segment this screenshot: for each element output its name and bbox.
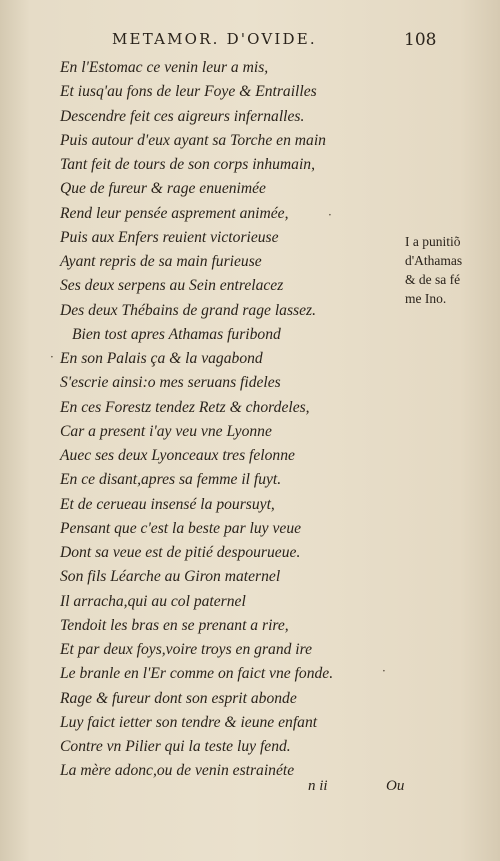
verse-line: Des deux Thébains de grand rage lassez. bbox=[60, 301, 316, 319]
verse-line: Contre vn Pilier qui la teste luy fend. bbox=[60, 738, 291, 755]
verse-line: Puis aux Enfers reuient victorieuse bbox=[60, 228, 279, 246]
verse-line: En son Palais ça & la vagabond bbox=[60, 350, 263, 367]
verse-line: En ces Forestz tendez Retz & chordeles, bbox=[60, 398, 310, 416]
verse-line: Luy faict ietter son tendre & ieune enfant bbox=[60, 713, 318, 731]
verse-line: En l'Estomac ce venin leur a mis, bbox=[60, 59, 269, 76]
verse-line: Que de fureur & rage enuenimée bbox=[60, 180, 266, 198]
verse-line: Ses deux serpens au Sein entrelacez bbox=[60, 277, 284, 295]
margin-note-line: d'Athamas bbox=[405, 253, 463, 268]
verse-line: Son fils Léarche au Giron maternel bbox=[60, 568, 281, 586]
verse-line: Ayant repris de sa main furieuse bbox=[60, 253, 262, 270]
verse-line: Rend leur pensée asprement animée, bbox=[60, 204, 289, 222]
verse-line: Auec ses deux Lyonceaux tres felonne bbox=[60, 447, 295, 464]
margin-dot: · bbox=[328, 208, 332, 222]
margin-note-line: & de sa fé bbox=[405, 272, 461, 287]
verse-line: Descendre feit ces aigreurs infernalles. bbox=[60, 107, 305, 125]
verse-line: Et iusq'au fons de leur Foye & Entrailles bbox=[60, 83, 317, 101]
verse-line: Tant feit de tours de son corps inhumain, bbox=[60, 156, 315, 173]
margin-note bbox=[405, 232, 485, 308]
verse-line: Puis autour d'eux ayant sa Torche en main bbox=[60, 131, 326, 149]
verse-line: S'escrie ainsi:o mes seruans fideles bbox=[60, 374, 281, 392]
signature-mark: n ii bbox=[308, 778, 328, 794]
margin-note-line: I a punitiõ bbox=[405, 234, 461, 249]
verse-line: Le branle en l'Er comme on faict vne fonde. bbox=[60, 665, 334, 683]
verse-line: Il arracha,qui au col paternel bbox=[60, 592, 246, 610]
verse-line: Dont sa veue est de pitié despourueue. bbox=[60, 544, 301, 561]
catchword: Ou bbox=[386, 778, 405, 794]
verse-line: La mère adonc,ou de venin estrainéte bbox=[60, 762, 295, 780]
running-title: METAMOR. D'OVIDE. bbox=[112, 30, 317, 48]
verse-line: Et par deux foys,voire troys en grand ire bbox=[60, 641, 313, 658]
verse-column bbox=[60, 56, 390, 784]
page-number: 108 bbox=[404, 30, 437, 50]
verse-line: Et de cerueau insensé la poursuyt, bbox=[60, 495, 275, 513]
verse-line: Bien tost apres Athamas furibond bbox=[72, 325, 281, 343]
verse-line: Tendoit les bras en se prenant a rire, bbox=[60, 616, 289, 634]
verse-line: Car a present i'ay veu vne Lyonne bbox=[60, 422, 272, 440]
margin-dot: · bbox=[382, 664, 386, 678]
margin-dot: · bbox=[50, 350, 54, 364]
margin-note-line: me Ino. bbox=[405, 291, 447, 306]
verse-line: Pensant que c'est la beste par luy veue bbox=[60, 519, 302, 537]
verse-line: Rage & fureur dont son esprit abonde bbox=[60, 689, 297, 707]
verse-line: En ce disant,apres sa femme il fuyt. bbox=[60, 471, 282, 489]
